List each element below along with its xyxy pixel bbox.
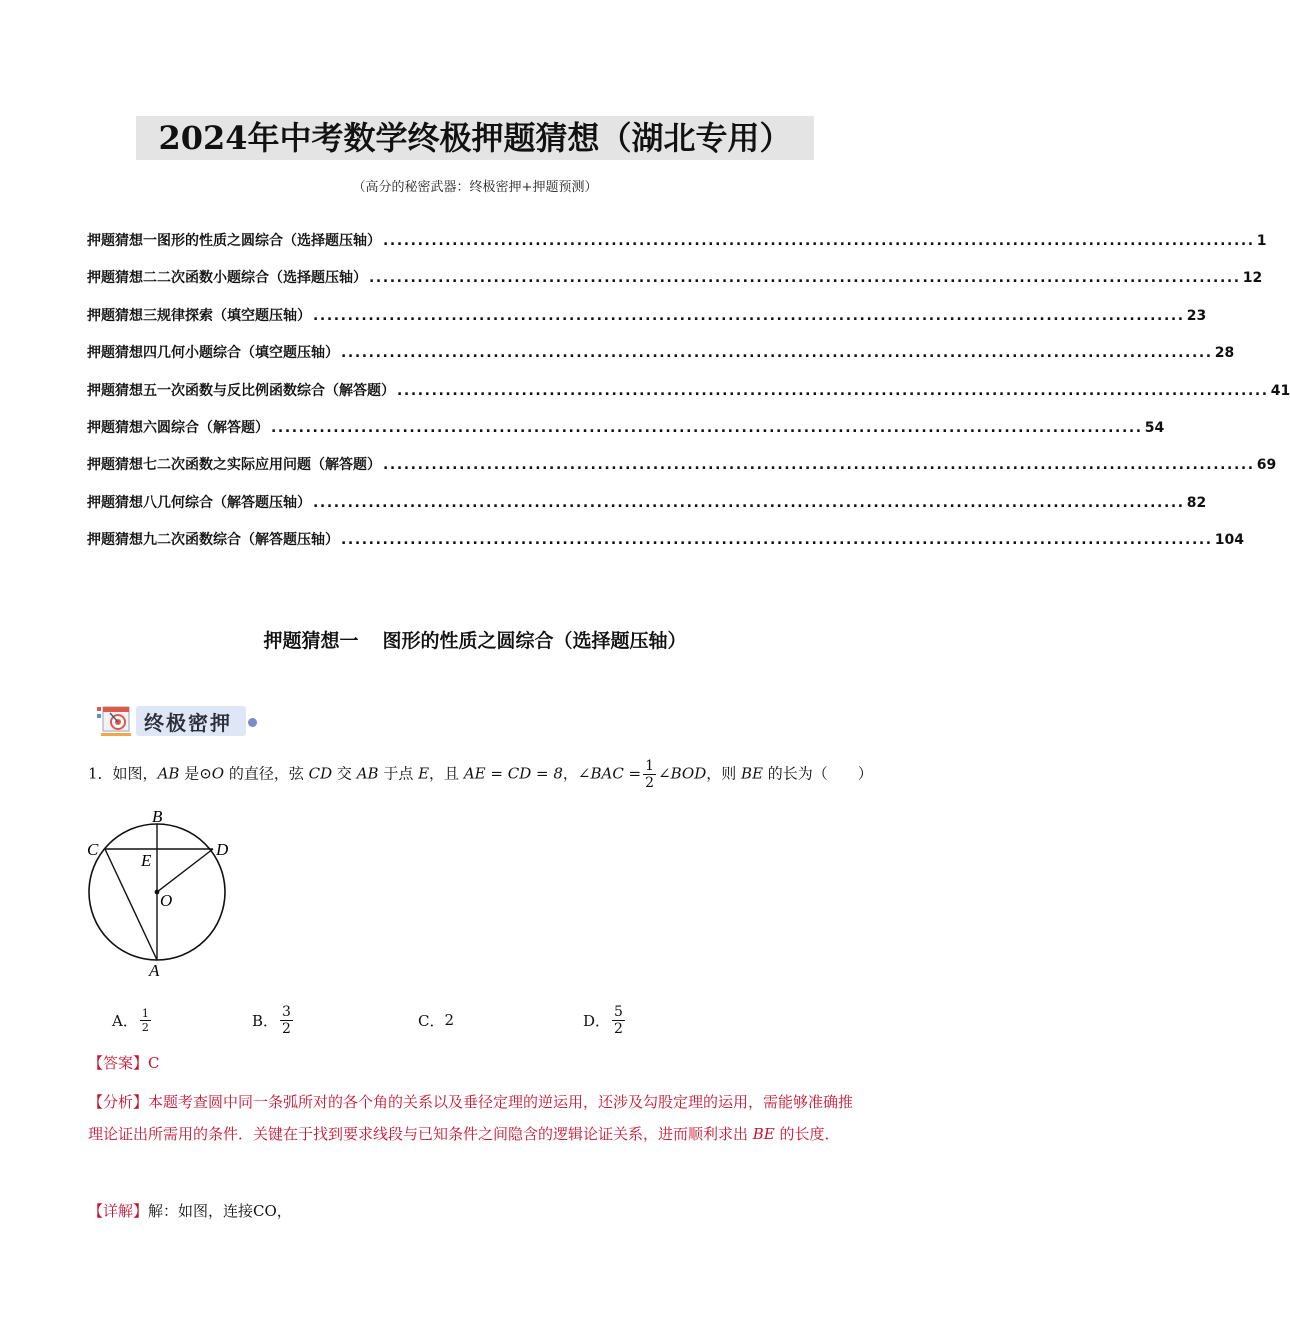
section-heading	[0, 626, 950, 653]
toc-entry-title: 几何综合（解答题压轴）	[157, 494, 311, 511]
label-b: B	[152, 807, 163, 826]
answer-tag: 【答案】	[88, 1054, 149, 1072]
answer-options	[112, 1000, 812, 1040]
toc-entry-title: 圆综合（解答题）	[157, 419, 269, 436]
label-d: D	[216, 840, 229, 859]
math-segment: AB	[356, 764, 379, 783]
section-banner	[96, 702, 260, 738]
math-segment: BE	[741, 764, 764, 783]
toc-entry-page: 28	[1214, 345, 1235, 362]
toc-entry-label: 押题猜想五	[87, 382, 157, 399]
question-number: 1．	[88, 764, 113, 783]
answer-value: C	[148, 1054, 160, 1072]
option-letter: A．	[112, 1011, 138, 1030]
circle-figure	[80, 800, 250, 985]
toc-entry-page: 12	[1242, 270, 1263, 287]
toc-entry-label: 押题猜想三	[87, 307, 157, 324]
math-fraction	[612, 1004, 625, 1037]
math-angle: ∠BAC =	[577, 764, 642, 783]
question-text: 的长为（ ）	[763, 764, 873, 783]
label-o: O	[160, 891, 173, 910]
option-d[interactable]	[583, 1000, 627, 1040]
toc-entry-title: 二次函数小题综合（选择题压轴）	[157, 270, 367, 287]
answer-line	[88, 1052, 160, 1073]
label-c: C	[87, 840, 99, 859]
toc-leader-dots: ..............................................................................................................................	[341, 532, 1213, 549]
toc-entry-page: 104	[1214, 532, 1244, 549]
question-text: 是⊙	[179, 764, 212, 783]
math-equation: AE = CD = 8	[463, 764, 563, 783]
toc-leader-dots: ..............................................................................................................................	[341, 345, 1213, 362]
toc-leader-dots: ..............................................................................................................................	[369, 270, 1241, 287]
toc-entry[interactable]	[87, 417, 1165, 454]
detail-line	[88, 1200, 292, 1221]
question-text: 于点	[378, 764, 419, 783]
center-point	[155, 890, 160, 895]
toc-entry-label: 押题猜想七	[87, 457, 157, 474]
toc-entry-label: 押题猜想六	[87, 419, 157, 436]
toc-leader-dots: ..............................................................................................................................	[271, 419, 1143, 436]
toc-entry-page: 41	[1270, 382, 1290, 399]
option-c[interactable]	[418, 1000, 454, 1040]
toc-entry-page: 69	[1256, 457, 1277, 474]
option-letter: B．	[252, 1011, 279, 1030]
fraction-denominator: 2	[645, 775, 655, 791]
math-angle: ∠BOD	[658, 764, 707, 783]
toc-entry-label: 押题猜想四	[87, 345, 157, 362]
page-subtitle: （高分的秘密武器：终极密押+押题预测）	[352, 180, 598, 195]
toc-leader-dots: ..............................................................................................................................	[383, 233, 1255, 249]
banner-dot	[248, 718, 257, 727]
toc-entry-label: 押题猜想八	[87, 494, 157, 511]
toc-entry-label: 押题猜想一	[87, 233, 157, 249]
question-text: ，则	[706, 764, 742, 783]
target-board-icon	[96, 704, 134, 738]
fraction-numerator: 1	[645, 758, 655, 774]
detail-tag: 【详解】	[88, 1202, 149, 1220]
toc-entry[interactable]	[87, 529, 1244, 566]
fraction-denominator: 2	[614, 1020, 623, 1037]
page-title: 2024年中考数学终极押题猜想（湖北专用）	[136, 116, 814, 160]
question-text: 的直径，弦	[224, 764, 309, 783]
toc-entry-page: 23	[1186, 307, 1207, 324]
question-text: ，且	[429, 764, 464, 783]
toc-entry-title: 二次函数综合（解答题压轴）	[157, 532, 339, 549]
label-a: A	[149, 961, 160, 980]
toc-leader-dots: ..............................................................................................................................	[383, 457, 1255, 474]
analysis-tag: 【分析】	[88, 1093, 149, 1111]
toc-entry-title: 一次函数与反比例函数综合（解答题）	[157, 382, 395, 399]
toc-entry-title: 图形的性质之圆综合（选择题压轴）	[157, 233, 381, 249]
table-of-contents	[87, 230, 1290, 567]
math-point: E	[418, 764, 430, 783]
toc-entry-title: 规律探索（填空题压轴）	[157, 307, 311, 324]
question-text: ，	[562, 764, 578, 783]
math-fraction	[280, 1004, 293, 1037]
toc-entry-label: 押题猜想九	[87, 532, 157, 549]
fraction-denominator: 2	[282, 1020, 291, 1037]
toc-entry-page: 1	[1256, 233, 1267, 249]
toc-entry[interactable]	[87, 305, 1207, 342]
toc-entry[interactable]	[87, 230, 1267, 267]
toc-leader-dots: ..............................................................................................................................	[313, 307, 1185, 324]
toc-entry-label: 押题猜想二	[87, 270, 157, 287]
toc-leader-dots: ..............................................................................................................................	[313, 494, 1185, 511]
math-segment: BE	[752, 1125, 775, 1143]
math-segment: AB	[157, 764, 180, 783]
question-text: 如图，	[112, 764, 158, 783]
toc-entry[interactable]	[87, 380, 1290, 417]
label-e: E	[141, 851, 152, 870]
fraction-numerator: 5	[614, 1003, 623, 1020]
analysis-text: 本题考查圆中同一条弧所对的各个角的关系以及垂径定理的逆运用，还涉及勾股定理的运用，需能够准确推理论证出所需用的条件．关键在于找到要求线段与已知条件之间隐含的逻辑论证关系，进而顺利求出	[88, 1093, 854, 1143]
fraction-numerator: 3	[282, 1003, 291, 1020]
toc-entry[interactable]	[87, 342, 1235, 379]
fraction-denominator: 2	[141, 1020, 149, 1034]
banner-text: 终极密押	[144, 711, 232, 735]
toc-entry[interactable]	[87, 492, 1207, 529]
toc-entry-title: 几何小题综合（填空题压轴）	[157, 345, 339, 362]
toc-entry[interactable]	[87, 267, 1263, 304]
math-fraction	[140, 1007, 151, 1034]
toc-entry-title: 二次函数之实际应用问题（解答题）	[157, 457, 381, 474]
fraction-numerator: 1	[141, 1006, 149, 1020]
detail-text: 解：如图，连接CO，	[148, 1202, 292, 1220]
segment-od	[157, 849, 213, 892]
option-a[interactable]	[112, 1000, 153, 1040]
section-heading-label: 押题猜想一	[263, 630, 359, 652]
toc-leader-dots: ..............................................................................................................................	[397, 382, 1269, 399]
analysis-paragraph	[88, 1086, 864, 1150]
option-b[interactable]	[252, 1000, 295, 1040]
section-heading-title: 图形的性质之圆综合（选择题压轴）	[382, 630, 687, 652]
option-letter: C．	[418, 1011, 445, 1030]
toc-entry-page: 82	[1186, 494, 1207, 511]
math-segment: CD	[308, 764, 333, 783]
math-fraction	[643, 758, 656, 791]
toc-entry-page: 54	[1144, 419, 1165, 436]
option-letter: D．	[583, 1011, 611, 1030]
analysis-text: 的长度．	[774, 1125, 840, 1143]
math-point: O	[211, 764, 225, 783]
toc-entry[interactable]	[87, 454, 1277, 491]
option-value: 2	[444, 1011, 455, 1029]
question-1	[88, 758, 873, 791]
question-text: 交	[332, 764, 357, 783]
